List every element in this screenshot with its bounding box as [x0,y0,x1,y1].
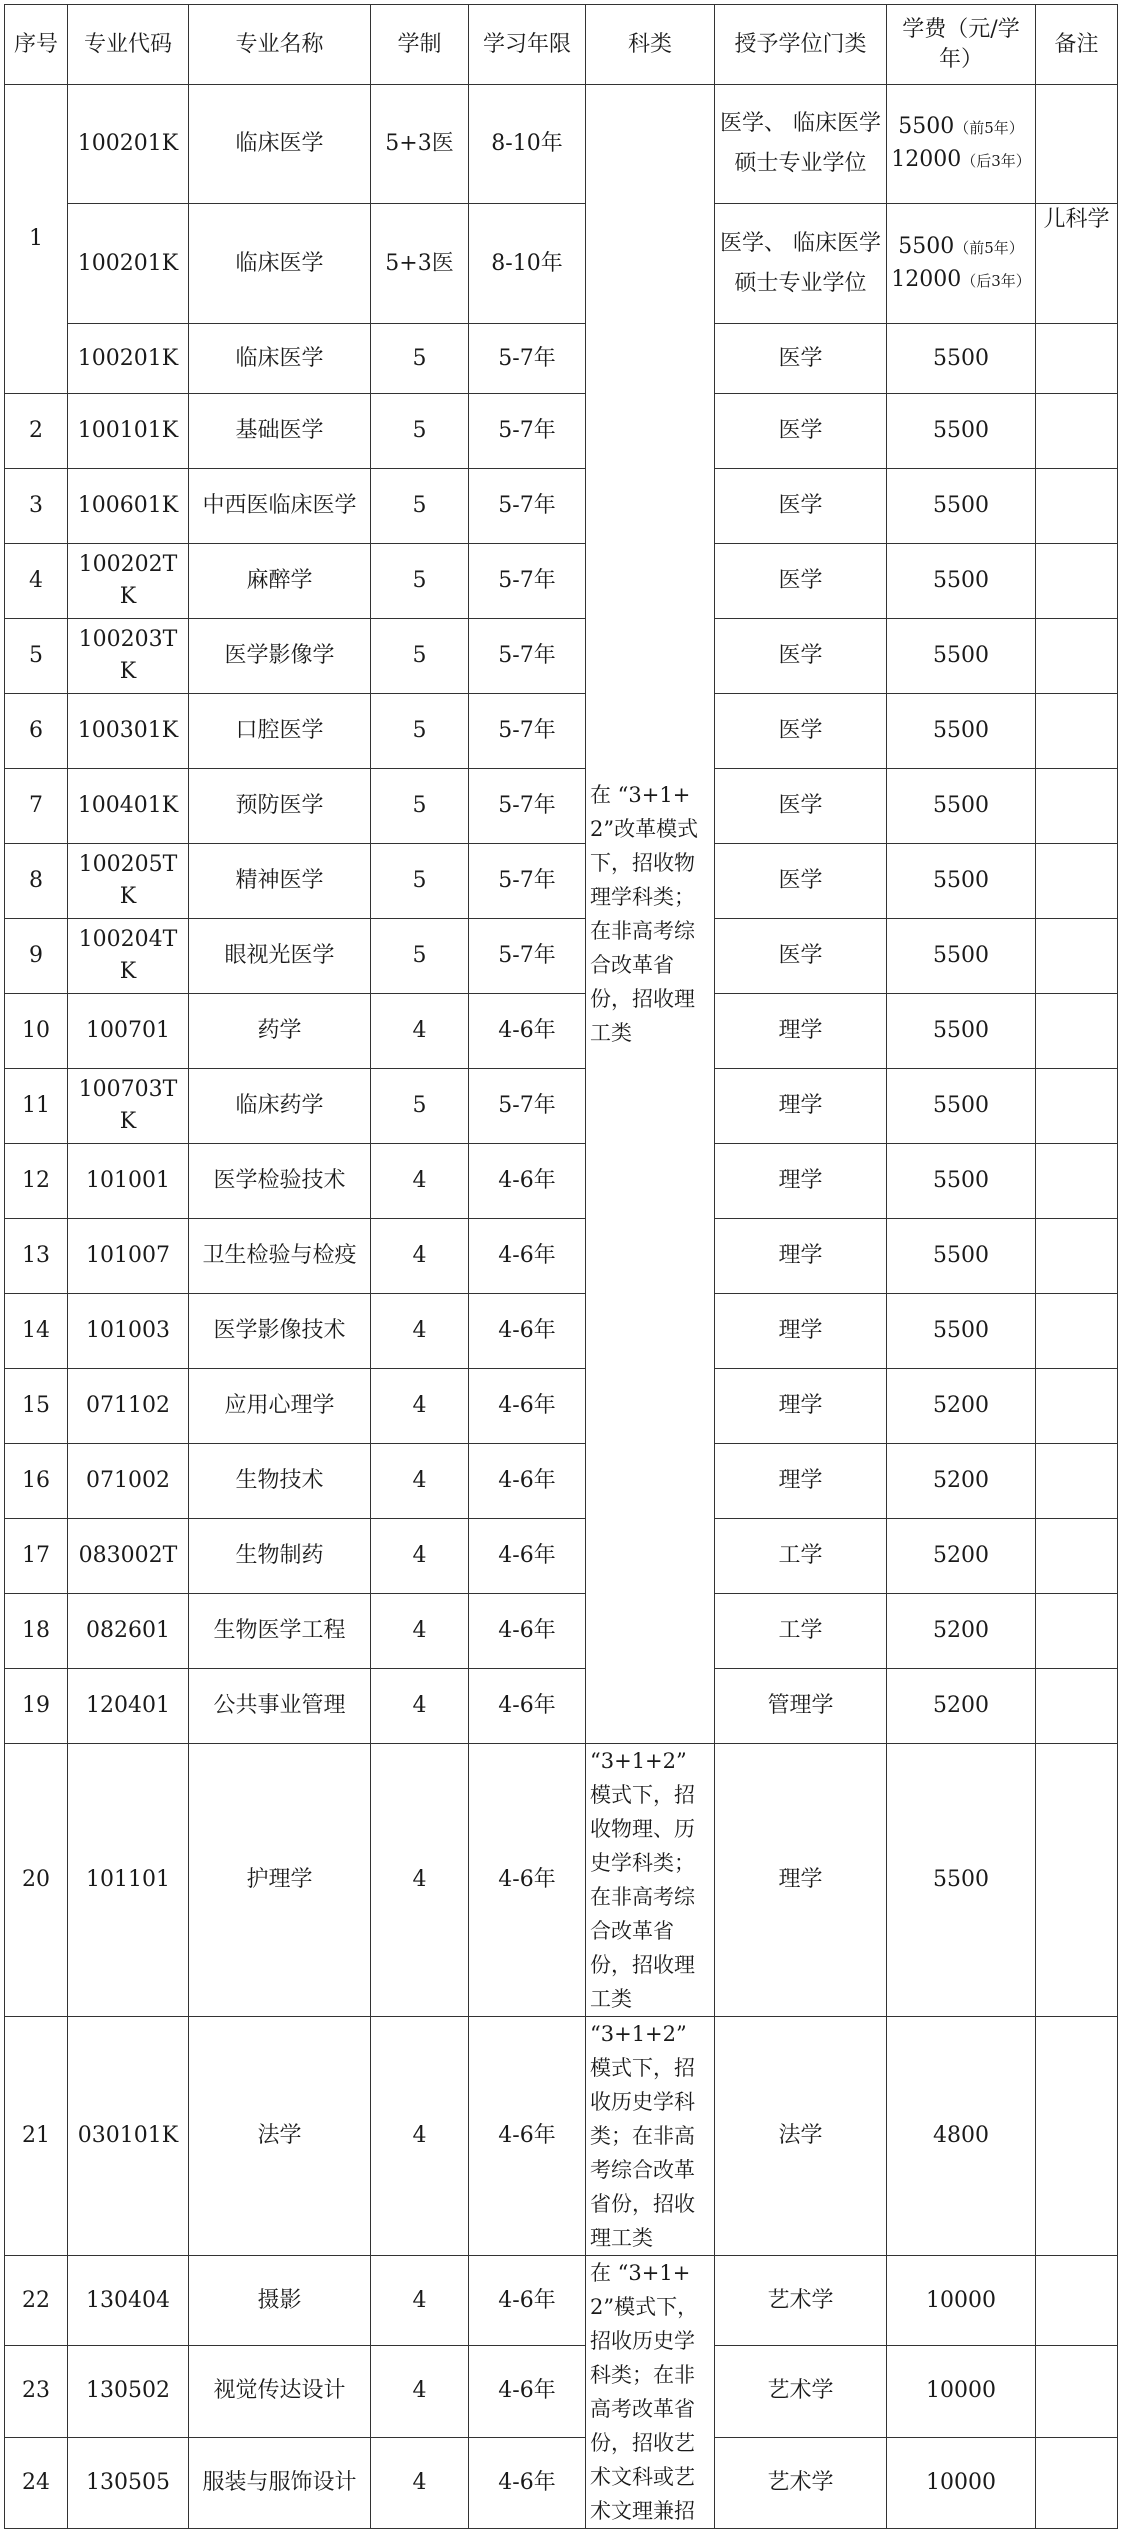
row-years: 5-7年 [469,619,586,694]
row-degree: 医学 [715,619,887,694]
row-degree: 理学 [715,1144,887,1219]
row-note [1036,994,1118,1069]
row-no: 8 [5,844,68,919]
table-row [5,2256,1118,2346]
row-no: 10 [5,994,68,1069]
row-fee: 5500 [887,694,1036,769]
row-note [1036,1444,1118,1519]
header-fee: 学费（元/学年） [887,5,1036,85]
row-code: 101001 [68,1144,189,1219]
row-note [1036,694,1118,769]
row-degree: 医学 [715,769,887,844]
row-years: 4-6年 [469,2437,586,2528]
table-row [5,1144,1118,1219]
row-note [1036,1219,1118,1294]
row-note [1036,919,1118,994]
row-years: 4-6年 [469,1144,586,1219]
row-years: 4-6年 [469,994,586,1069]
row-note [1036,469,1118,544]
row-years: 4-6年 [469,1219,586,1294]
row-system: 4 [371,2437,469,2528]
row-code: 100301K [68,694,189,769]
row-no: 23 [5,2346,68,2437]
table-row [5,324,1118,394]
row-years: 4-6年 [469,2017,586,2256]
row-years: 4-6年 [469,1294,586,1369]
row-system: 4 [371,994,469,1069]
row-code: 130502 [68,2346,189,2437]
row-fee: 5500（前5年） 12000（后3年） [887,204,1036,324]
row-fee: 5500 [887,769,1036,844]
row-no: 7 [5,769,68,844]
row-no: 3 [5,469,68,544]
row-degree: 医学、 临床医学硕士专业学位 [715,204,887,324]
row-degree: 工学 [715,1594,887,1669]
row-no: 20 [5,1744,68,2017]
row-note [1036,2346,1118,2437]
row-no: 15 [5,1369,68,1444]
row-name: 麻醉学 [189,544,371,619]
row-name: 基础医学 [189,394,371,469]
row-system: 5+3医 [371,85,469,204]
row-fee: 5200 [887,1594,1036,1669]
row-system: 4 [371,2346,469,2437]
row-note: 儿科学 [1036,204,1118,324]
row-code: 082601 [68,1594,189,1669]
row-code: 100201K [68,324,189,394]
row-system: 4 [371,2256,469,2346]
row-no: 16 [5,1444,68,1519]
row-code: 101007 [68,1219,189,1294]
row-no: 5 [5,619,68,694]
row-code: 100205TK [68,844,189,919]
row-years: 5-7年 [469,844,586,919]
category-cell: 在 “3+1+2”模式下，招收历史学科类；在非高考改革省份，招收艺术文科或艺术文理兼招 [586,2256,715,2529]
row-system: 4 [371,1669,469,1744]
row-years: 5-7年 [469,694,586,769]
table-row [5,844,1118,919]
row-code: 101101 [68,1744,189,2017]
row-name: 精神医学 [189,844,371,919]
row-no: 2 [5,394,68,469]
row-name: 生物技术 [189,1444,371,1519]
row-fee: 10000 [887,2437,1036,2528]
row-degree: 艺术学 [715,2437,887,2528]
row-code: 100202TK [68,544,189,619]
row-years: 4-6年 [469,1744,586,2017]
row-system: 4 [371,1594,469,1669]
row-fee: 10000 [887,2346,1036,2437]
row-no: 11 [5,1069,68,1144]
row-code: 071102 [68,1369,189,1444]
row-system: 4 [371,1219,469,1294]
row-note [1036,544,1118,619]
row-name: 护理学 [189,1744,371,2017]
row-system: 4 [371,1369,469,1444]
row-years: 4-6年 [469,1594,586,1669]
row-name: 生物制药 [189,1519,371,1594]
row-fee: 5500（前5年） 12000（后3年） [887,85,1036,204]
row-system: 5 [371,769,469,844]
row-name: 临床药学 [189,1069,371,1144]
row-system: 5 [371,544,469,619]
row-years: 5-7年 [469,769,586,844]
row-note [1036,2256,1118,2346]
row-degree: 理学 [715,1069,887,1144]
row-name: 药学 [189,994,371,1069]
row-name: 服装与服饰设计 [189,2437,371,2528]
row-note [1036,619,1118,694]
row-code: 120401 [68,1669,189,1744]
table-row [5,2437,1118,2528]
row-name: 应用心理学 [189,1369,371,1444]
row-note [1036,2017,1118,2256]
row-years: 4-6年 [469,1669,586,1744]
row-no: 17 [5,1519,68,1594]
row-system: 5 [371,394,469,469]
row-no: 21 [5,2017,68,2256]
table-row [5,394,1118,469]
row-note [1036,85,1118,204]
row-no: 18 [5,1594,68,1669]
category-cell: “3+1+2” 模式下，招收历史学科类；在非高考综合改革省份，招收理工类 [586,2017,715,2256]
row-name: 医学检验技术 [189,1144,371,1219]
row-system: 5 [371,919,469,994]
row-system: 4 [371,2017,469,2256]
row-name: 口腔医学 [189,694,371,769]
row-code: 130404 [68,2256,189,2346]
header-category: 科类 [586,5,715,85]
row-fee: 5500 [887,1219,1036,1294]
row-years: 4-6年 [469,1369,586,1444]
row-code: 100701 [68,994,189,1069]
row-system: 5+3医 [371,204,469,324]
majors-table [4,4,1118,2529]
table-row [5,1519,1118,1594]
row-degree: 管理学 [715,1669,887,1744]
row-code: 101003 [68,1294,189,1369]
row-name: 生物医学工程 [189,1594,371,1669]
row-degree: 医学 [715,469,887,544]
row-no: 1 [5,85,68,394]
row-fee: 5500 [887,324,1036,394]
row-degree: 医学 [715,694,887,769]
row-degree: 医学 [715,844,887,919]
row-years: 5-7年 [469,1069,586,1144]
row-degree: 艺术学 [715,2346,887,2437]
row-system: 5 [371,619,469,694]
row-degree: 法学 [715,2017,887,2256]
row-code: 100401K [68,769,189,844]
row-code: 100203TK [68,619,189,694]
row-name: 临床医学 [189,85,371,204]
row-fee: 5500 [887,919,1036,994]
row-code: 130505 [68,2437,189,2528]
row-name: 预防医学 [189,769,371,844]
row-years: 5-7年 [469,394,586,469]
row-years: 8-10年 [469,85,586,204]
row-degree: 理学 [715,1444,887,1519]
row-degree: 理学 [715,1369,887,1444]
row-fee: 5200 [887,1519,1036,1594]
table-row [5,1594,1118,1669]
row-no: 4 [5,544,68,619]
row-name: 卫生检验与检疫 [189,1219,371,1294]
row-degree: 理学 [715,1219,887,1294]
row-note [1036,1369,1118,1444]
row-no: 19 [5,1669,68,1744]
row-name: 临床医学 [189,204,371,324]
header-row [5,5,1118,85]
row-code: 100703TK [68,1069,189,1144]
table-row [5,1294,1118,1369]
row-system: 4 [371,1444,469,1519]
row-no: 14 [5,1294,68,1369]
row-note [1036,769,1118,844]
row-note [1036,1519,1118,1594]
table-row [5,1069,1118,1144]
row-name: 摄影 [189,2256,371,2346]
row-years: 4-6年 [469,1444,586,1519]
row-fee: 5500 [887,1144,1036,1219]
row-fee: 5500 [887,1294,1036,1369]
row-system: 5 [371,1069,469,1144]
row-system: 4 [371,1744,469,2017]
row-fee: 5500 [887,394,1036,469]
row-name: 法学 [189,2017,371,2256]
category-cell: “3+1+2” 模式下，招收物理、历史学科类；在非高考综合改革省份，招收理工类 [586,1744,715,2017]
row-note [1036,1294,1118,1369]
row-degree: 理学 [715,1294,887,1369]
row-fee: 4800 [887,2017,1036,2256]
row-degree: 医学 [715,919,887,994]
row-fee: 5500 [887,619,1036,694]
header-system: 学制 [371,5,469,85]
table-row [5,694,1118,769]
row-years: 8-10年 [469,204,586,324]
row-note [1036,1744,1118,2017]
row-fee: 5500 [887,844,1036,919]
table-row [5,1669,1118,1744]
header-name: 专业名称 [189,5,371,85]
row-degree: 医学、 临床医学硕士专业学位 [715,85,887,204]
row-code: 030101K [68,2017,189,2256]
table-row [5,1369,1118,1444]
row-name: 临床医学 [189,324,371,394]
row-no: 6 [5,694,68,769]
header-degree: 授予学位门类 [715,5,887,85]
table-row [5,544,1118,619]
header-note: 备注 [1036,5,1118,85]
row-no: 22 [5,2256,68,2346]
row-degree: 理学 [715,1744,887,2017]
table-row [5,1744,1118,2017]
row-fee: 5200 [887,1444,1036,1519]
header-years: 学习年限 [469,5,586,85]
table-row [5,1219,1118,1294]
row-fee: 5500 [887,469,1036,544]
table-row [5,994,1118,1069]
row-name: 眼视光医学 [189,919,371,994]
header-code: 专业代码 [68,5,189,85]
table-row [5,204,1118,324]
row-system: 5 [371,844,469,919]
row-name: 中西医临床医学 [189,469,371,544]
table-row [5,619,1118,694]
row-code: 071002 [68,1444,189,1519]
row-system: 5 [371,324,469,394]
row-code: 100601K [68,469,189,544]
row-degree: 医学 [715,324,887,394]
header-no: 序号 [5,5,68,85]
row-years: 4-6年 [469,2256,586,2346]
row-fee: 5500 [887,544,1036,619]
row-system: 4 [371,1294,469,1369]
table-row [5,2346,1118,2437]
row-years: 5-7年 [469,544,586,619]
row-fee: 5500 [887,1069,1036,1144]
table-row [5,85,1118,204]
row-note [1036,1144,1118,1219]
row-system: 5 [371,469,469,544]
table-row [5,469,1118,544]
row-code: 100204TK [68,919,189,994]
row-note [1036,2437,1118,2528]
category-cell: 在 “3+1+2”改革模式下，招收物理学科类； 在非高考综合改革省份，招收理工类 [586,85,715,1744]
table-row [5,1444,1118,1519]
row-fee: 10000 [887,2256,1036,2346]
row-name: 医学影像技术 [189,1294,371,1369]
row-code: 100201K [68,204,189,324]
row-note [1036,324,1118,394]
table-row [5,2017,1118,2256]
row-degree: 工学 [715,1519,887,1594]
row-no: 13 [5,1219,68,1294]
row-system: 4 [371,1519,469,1594]
row-name: 视觉传达设计 [189,2346,371,2437]
row-code: 100201K [68,85,189,204]
row-years: 5-7年 [469,469,586,544]
row-note [1036,1669,1118,1744]
row-system: 5 [371,694,469,769]
row-no: 9 [5,919,68,994]
row-name: 医学影像学 [189,619,371,694]
row-years: 4-6年 [469,1519,586,1594]
row-fee: 5200 [887,1669,1036,1744]
row-note [1036,394,1118,469]
row-note [1036,1594,1118,1669]
row-name: 公共事业管理 [189,1669,371,1744]
row-code: 083002T [68,1519,189,1594]
row-fee: 5500 [887,1744,1036,2017]
row-years: 5-7年 [469,919,586,994]
table-row [5,919,1118,994]
row-degree: 理学 [715,994,887,1069]
row-no: 24 [5,2437,68,2528]
table-row [5,769,1118,844]
row-fee: 5200 [887,1369,1036,1444]
row-degree: 医学 [715,394,887,469]
row-degree: 艺术学 [715,2256,887,2346]
row-fee: 5500 [887,994,1036,1069]
row-years: 5-7年 [469,324,586,394]
row-years: 4-6年 [469,2346,586,2437]
row-note [1036,844,1118,919]
row-code: 100101K [68,394,189,469]
row-note [1036,1069,1118,1144]
row-system: 4 [371,1144,469,1219]
row-no: 12 [5,1144,68,1219]
row-degree: 医学 [715,544,887,619]
